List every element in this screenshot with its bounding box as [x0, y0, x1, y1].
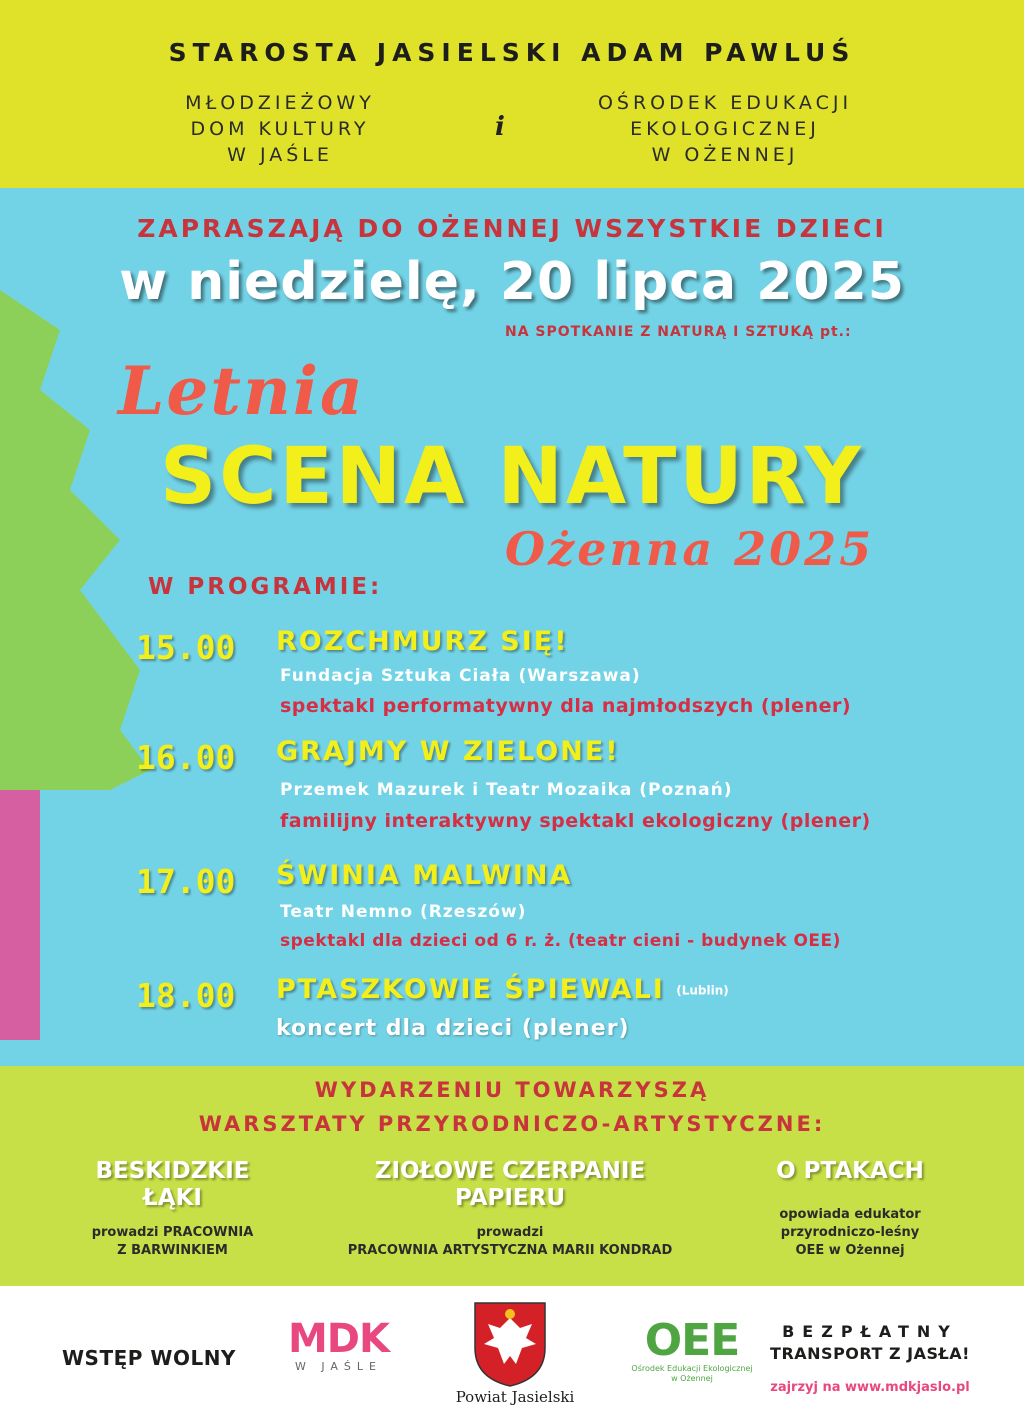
website-link[interactable]: zajrzyj na www.mdkjaslo.pl [770, 1380, 970, 1395]
program-time: 16.00 [136, 738, 236, 777]
program-description: koncert dla dzieci (plener) [276, 1016, 630, 1041]
workshop-item: ZIOŁOWE CZERPANIE PAPIERU prowadzi PRACOWNIA ARTYSTYCZNA MARII KONDRAD [347, 1158, 673, 1258]
event-title: SCENA NATURY [160, 432, 864, 522]
program-description: familijny interaktywny spektakl ekologiczny (plener) [280, 810, 871, 832]
program-performer: Fundacja Sztuka Ciała (Warszawa) [280, 666, 641, 686]
powiat-label: Powiat Jasielski [455, 1388, 575, 1406]
organizer-oee: OŚRODEK EDUKACJI EKOLOGICZNEJ W OŻENNEJ [597, 92, 853, 166]
program-title: ROZCHMURZ SIĘ! [276, 626, 569, 657]
organizer-conjunction: i [495, 112, 505, 142]
workshops-heading: WYDARZENIU TOWARZYSZĄ [314, 1078, 710, 1102]
workshop-item: O PTAKACH opowiada edukator przyrodniczo-leśny OEE w Ożennej [776, 1158, 924, 1258]
program-title: PTASZKOWIE ŚPIEWALI (Lublin) [276, 974, 729, 1005]
program-performer: Przemek Mazurek i Teatr Mozaika (Poznań) [280, 780, 733, 800]
sponsor-heading: STAROSTA JASIELSKI ADAM PAWLUŚ [168, 38, 856, 67]
free-entry-label: WSTĘP WOLNY [62, 1346, 236, 1370]
program-time: 18.00 [136, 976, 236, 1015]
transport-label: TRANSPORT Z JASŁA! [770, 1344, 970, 1363]
program-time: 15.00 [136, 628, 236, 667]
program-location-note: (Lublin) [676, 983, 729, 998]
event-subtitle: Ożenna 2025 [505, 522, 875, 576]
program-title: GRAJMY W ZIELONE! [276, 736, 620, 767]
program-title: ŚWINIA MALWINA [276, 860, 573, 891]
program-time: 17.00 [136, 862, 236, 901]
workshop-item: BESKIDZKIE ŁĄKI prowadzi PRACOWNIA Z BARWINKIEM [91, 1158, 254, 1258]
workshops-heading: WARSZTATY PRZYRODNICZO-ARTYSTYCZNE: [198, 1112, 826, 1136]
event-tagline: NA SPOTKANIE Z NATURĄ I SZTUKĄ pt.: [505, 324, 852, 340]
program-description: spektakl dla dzieci od 6 r. ż. (teatr cieni - budynek OEE) [280, 931, 841, 951]
title-script: Letnia [118, 352, 365, 430]
program-description: spektakl performatywny dla najmłodszych (plener) [280, 695, 852, 717]
mdk-logo: MDK W JAŚLE [287, 1316, 389, 1373]
invitation-line: ZAPRASZAJĄ DO OŻENNEJ WSZYSTKIE DZIECI [137, 214, 887, 243]
event-date: w niedzielę, 20 lipca 2025 [119, 252, 905, 312]
oee-logo: OEE Ośrodek Edukacji Ekologicznej w Ożennej [631, 1315, 753, 1383]
program-performer: Teatr Nemno (Rzeszów) [280, 902, 527, 922]
organizer-mdk: MŁODZIEŻOWY DOM KULTURY W JAŚLE [185, 92, 375, 166]
free-transport-label: BEZPŁATNY [782, 1322, 958, 1341]
program-heading: W PROGRAMIE: [148, 574, 383, 600]
coat-of-arms-icon [470, 1298, 550, 1388]
